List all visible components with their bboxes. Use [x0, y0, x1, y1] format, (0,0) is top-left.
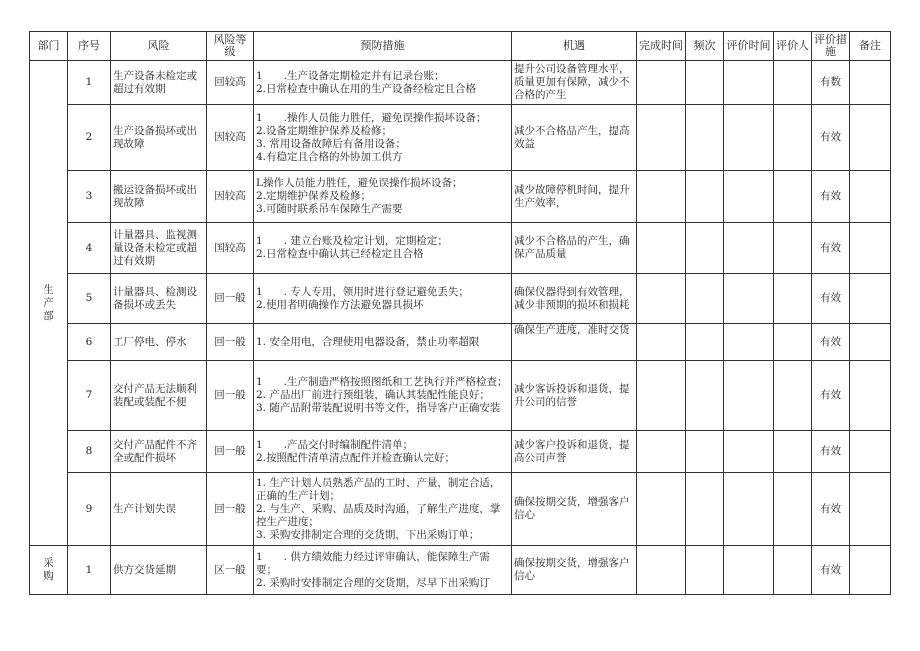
opportunity-cell — [512, 61, 637, 105]
measure-line: 1 . 专人专用，领用时进行登记避免丢失； — [256, 285, 469, 298]
measure-line: 1 . 建立台账及检定计划，定期检定； — [256, 235, 448, 247]
department-char: 产 — [43, 296, 54, 309]
measures-cell — [254, 61, 512, 105]
measure-line: 1. 生产计划人员熟悉产品的工时、产量，制定合适， — [256, 476, 501, 489]
measure-line: 2.日常检查中确认在用的生产设备经检定且合格 — [256, 82, 477, 95]
completion-time-cell — [637, 105, 686, 171]
evaluator-cell — [774, 61, 812, 105]
measure-line: 1 . 供方绩效能力经过评审确认，能保障生产需 — [256, 550, 490, 563]
risk-level-cell: 回一般 — [207, 361, 254, 431]
risk-cell: 供方交货延期 — [111, 546, 207, 595]
opportunity-line: 确保按期交货，增强客户 — [514, 557, 630, 569]
remarks-cell — [850, 105, 891, 171]
measures-cell — [254, 361, 512, 431]
opportunity-line: 减少客户投诉和退货，提 — [514, 438, 630, 451]
risk-level-cell: 回一般 — [207, 274, 254, 324]
measure-line: 正确的生产计划； — [256, 489, 340, 502]
header-frequency: 频次 — [686, 32, 724, 61]
header-opportunity: 机遇 — [512, 32, 637, 61]
measure-line: 2.设备定期维护保养及检修； — [256, 124, 393, 137]
header-risk-level: 风险等级 — [207, 32, 254, 61]
frequency-cell — [686, 361, 724, 431]
table-row — [30, 61, 891, 105]
frequency-cell — [686, 324, 724, 361]
risk-cell: 计量器具、检测设备损坏或丢失 — [111, 274, 207, 324]
measure-line: 3. 采购安排制定合理的交货期，下出采购订单； — [256, 528, 480, 541]
measures-cell — [254, 546, 512, 595]
opportunity-line: 质量更加有保障，减少不 — [514, 76, 630, 88]
header-evaluation-measure: 评价措施 — [812, 32, 850, 61]
frequency-cell — [686, 223, 724, 274]
table-row — [30, 223, 891, 274]
evaluator-cell — [774, 105, 812, 171]
opportunity-cell — [512, 171, 637, 223]
evaluation-time-cell — [724, 546, 774, 595]
measure-line: 3.可随时联系吊车保障生产需要 — [256, 203, 403, 215]
remarks-cell — [850, 171, 891, 223]
measure-line: 控生产进度； — [256, 515, 319, 528]
frequency-cell — [686, 473, 724, 546]
opportunity-line: 减少非预期的损坏和损耗 — [514, 298, 630, 311]
table-row — [30, 324, 891, 361]
row-number: 4 — [68, 223, 111, 274]
risk-level-cell: 回一般 — [207, 324, 254, 361]
table-body — [30, 61, 891, 595]
risk-level-cell: 区一般 — [207, 546, 254, 595]
department-char: 购 — [43, 570, 54, 582]
measure-line: 2. 与生产、采购、品质及时沟通，了解生产进度，掌 — [256, 502, 501, 515]
measure-line: 1 .生产制造严格按照图纸和工艺执行并严格检查； — [256, 376, 508, 388]
measure-line: 1 .生产设备定期检定并有记录台账； — [256, 69, 445, 82]
risk-level-cell: 回较高 — [207, 61, 254, 105]
opportunity-line: 生产效率， — [514, 196, 567, 209]
measure-line: 1. 安全用电，合理使用电器设备，禁止功率超限 — [256, 335, 480, 348]
evaluation-time-cell — [724, 171, 774, 223]
completion-time-cell — [637, 473, 686, 546]
evaluator-cell — [774, 546, 812, 595]
row-number: 7 — [68, 361, 111, 431]
header-completion-time: 完成时间 — [637, 32, 686, 61]
risk-level-cell: 因较高 — [207, 105, 254, 171]
evaluator-cell — [774, 361, 812, 431]
frequency-cell — [686, 431, 724, 473]
row-number: 1 — [68, 61, 111, 105]
risk-cell: 交付产品配件不齐全或配件损坏 — [111, 431, 207, 473]
completion-time-cell — [637, 61, 686, 105]
table-row — [30, 361, 891, 431]
opportunity-line: 确保生产进度，准时交货 — [514, 324, 630, 336]
evaluation-measure-cell: 有效 — [812, 546, 850, 595]
department-char: 部 — [43, 309, 54, 322]
remarks-cell — [850, 546, 891, 595]
evaluation-measure-cell: 有效 — [812, 223, 850, 274]
row-number: 9 — [68, 473, 111, 546]
row-number: 3 — [68, 171, 111, 223]
completion-time-cell — [637, 324, 686, 361]
measure-line: 2.定期维护保养及检修； — [256, 190, 372, 202]
remarks-cell — [850, 473, 891, 546]
measures-cell — [254, 223, 512, 274]
header-remarks: 备注 — [850, 32, 891, 61]
evaluation-measure-cell: 有效 — [812, 473, 850, 546]
risk-cell: 生产设备未检定或超过有效期 — [111, 61, 207, 105]
risk-cell: 生产设备损坏或出现故障 — [111, 105, 207, 171]
opportunity-line: 效益 — [514, 137, 535, 150]
opportunity-line: 确保按期交货，增强客户 — [514, 496, 630, 508]
measure-line: 4.有稳定且合格的外协加工供方 — [256, 150, 403, 163]
header-department: 部门 — [30, 32, 68, 61]
remarks-cell — [850, 431, 891, 473]
measure-line: 2. 采购时安排制定合理的交货期，尽早下出采购订 — [256, 576, 490, 589]
completion-time-cell — [637, 223, 686, 274]
opportunity-line: 减少客诉投诉和退货，提 — [514, 382, 630, 395]
measure-line: 2. 产品出厂前进行预组装，确认其装配性能良好； — [256, 389, 490, 401]
opportunity-line: 提升公司设备管理水平， — [514, 63, 630, 75]
remarks-cell — [850, 61, 891, 105]
opportunity-line: 保产品质量 — [514, 248, 567, 260]
table-row — [30, 431, 891, 473]
risk-assessment-table — [29, 31, 891, 595]
evaluation-measure-cell: 有效 — [812, 361, 850, 431]
remarks-cell — [850, 223, 891, 274]
measures-cell — [254, 274, 512, 324]
opportunity-cell — [512, 274, 637, 324]
measures-cell — [254, 431, 512, 473]
frequency-cell — [686, 171, 724, 223]
header-row — [30, 32, 891, 61]
department-production — [30, 61, 68, 546]
opportunity-line: 减少故障停机时间，提升 — [514, 183, 630, 196]
completion-time-cell — [637, 274, 686, 324]
evaluator-cell — [774, 274, 812, 324]
department-purchasing — [30, 546, 68, 595]
evaluator-cell — [774, 324, 812, 361]
frequency-cell — [686, 105, 724, 171]
table-row — [30, 171, 891, 223]
table-row — [30, 473, 891, 546]
opportunity-line: 高公司声誉 — [514, 451, 567, 464]
remarks-cell — [850, 274, 891, 324]
measures-cell — [254, 171, 512, 223]
opportunity-cell — [512, 105, 637, 171]
completion-time-cell — [637, 431, 686, 473]
opportunity-cell — [512, 223, 637, 274]
header-risk: 风险 — [111, 32, 207, 61]
header-number: 序号 — [68, 32, 111, 61]
measure-line: 3. 常用设备故障后有备用设备； — [256, 137, 406, 150]
opportunity-line: 升公司的信誉 — [514, 395, 577, 408]
completion-time-cell — [637, 361, 686, 431]
opportunity-cell — [512, 361, 637, 431]
completion-time-cell — [637, 546, 686, 595]
opportunity-cell — [512, 546, 637, 595]
evaluation-time-cell — [724, 361, 774, 431]
table-row — [30, 105, 891, 171]
evaluator-cell — [774, 473, 812, 546]
table-row — [30, 546, 891, 595]
measure-line: 2.按照配件清单清点配件并检查确认完好； — [256, 451, 456, 464]
row-number: 2 — [68, 105, 111, 171]
measure-line: 要； — [256, 563, 277, 576]
measure-line: 3. 随产品附带装配说明书等文件，指导客户正确安装 — [256, 402, 501, 414]
row-number: 5 — [68, 274, 111, 324]
evaluation-measure-cell: 有效 — [812, 171, 850, 223]
department-char: 生 — [43, 283, 54, 296]
evaluation-measure-cell: 有效 — [812, 431, 850, 473]
measure-line: 2.日常检查中确认其已经检定且合格 — [256, 248, 424, 260]
opportunity-line: 合格的产生 — [514, 89, 567, 101]
evaluation-measure-cell: 有效 — [812, 324, 850, 361]
frequency-cell — [686, 546, 724, 595]
evaluation-time-cell — [724, 61, 774, 105]
measure-line: 1 .操作人员能力胜任，避免误操作损坏设备； — [256, 111, 487, 124]
measure-line: 2.使用者明确操作方法避免器具损坏 — [256, 298, 424, 311]
risk-cell: 搬运设备损坏或出现故障 — [111, 171, 207, 223]
department-char: 采 — [43, 557, 54, 569]
opportunity-line: 减少不合格品的产生，确 — [514, 235, 630, 247]
measures-cell — [254, 324, 512, 361]
opportunity-line: 确保仪器得到有效管理， — [514, 285, 630, 298]
evaluator-cell — [774, 223, 812, 274]
opportunity-line: 减少不合格品产生，提高 — [514, 124, 630, 137]
risk-level-cell: 回一般 — [207, 473, 254, 546]
risk-level-cell: 国较高 — [207, 223, 254, 274]
evaluation-time-cell — [724, 274, 774, 324]
evaluation-measure-cell: 有数 — [812, 61, 850, 105]
header-preventive-measures: 预防措施 — [254, 32, 512, 61]
remarks-cell — [850, 361, 891, 431]
table-row — [30, 274, 891, 324]
opportunity-cell — [512, 324, 637, 361]
evaluator-cell — [774, 431, 812, 473]
frequency-cell — [686, 61, 724, 105]
completion-time-cell — [637, 171, 686, 223]
header-evaluator: 评价人 — [774, 32, 812, 61]
evaluation-time-cell — [724, 105, 774, 171]
row-number: 1 — [68, 546, 111, 595]
evaluator-cell — [774, 171, 812, 223]
opportunity-cell — [512, 473, 637, 546]
evaluation-time-cell — [724, 223, 774, 274]
measures-cell — [254, 105, 512, 171]
row-number: 6 — [68, 324, 111, 361]
opportunity-line: 信心 — [514, 509, 535, 521]
frequency-cell — [686, 274, 724, 324]
opportunity-cell — [512, 431, 637, 473]
measure-line: 1 .产品交付时编制配件清单； — [256, 438, 414, 451]
measure-line: L操作人员能力胜任，避免误操作损坏设备； — [256, 177, 463, 189]
risk-level-cell: 因较高 — [207, 171, 254, 223]
risk-cell: 工厂停电、停水 — [111, 324, 207, 361]
risk-level-cell: 回一般 — [207, 431, 254, 473]
remarks-cell — [850, 324, 891, 361]
risk-cell: 计量器具、监视测量设备未检定或超过有效期 — [111, 223, 207, 274]
risk-cell: 生产计划失误 — [111, 473, 207, 546]
evaluation-time-cell — [724, 431, 774, 473]
risk-cell: 交付产品无法顺利装配或装配不便 — [111, 361, 207, 431]
evaluation-time-cell — [724, 473, 774, 546]
header-evaluation-time: 评价时间 — [724, 32, 774, 61]
row-number: 8 — [68, 431, 111, 473]
measures-cell — [254, 473, 512, 546]
opportunity-line: 信心 — [514, 570, 535, 582]
evaluation-measure-cell: 有效 — [812, 274, 850, 324]
evaluation-measure-cell: 有效 — [812, 105, 850, 171]
evaluation-time-cell — [724, 324, 774, 361]
